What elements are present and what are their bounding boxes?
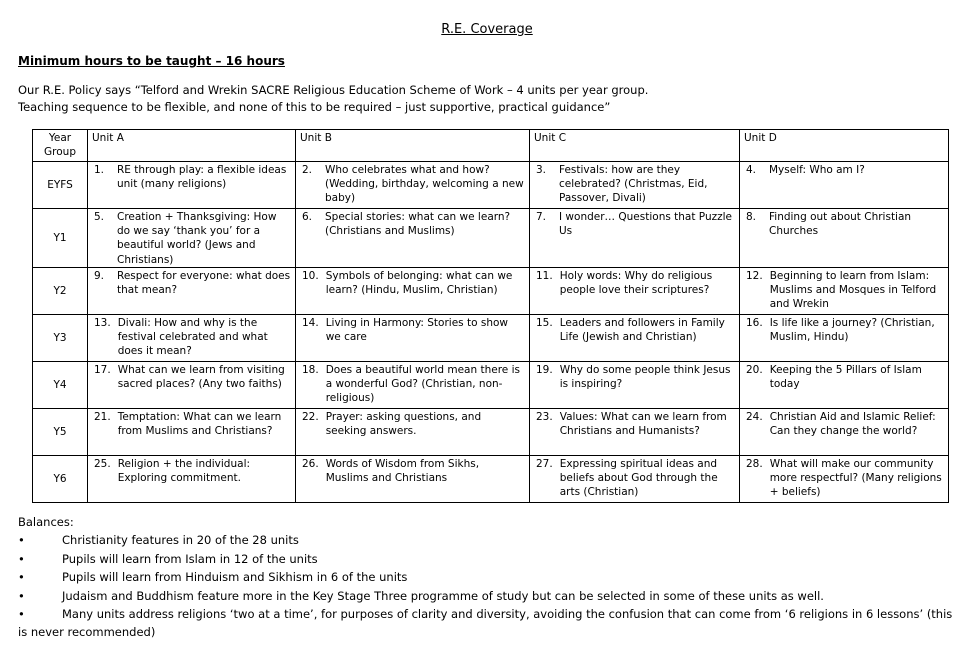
- balance-text: Many units address religions ‘two at a time’, for purposes of clarity and diversity, avoiding the confusion that can come from ‘6 religions in 6 lessons’ (this is never recommended): [18, 606, 953, 640]
- unit-title: What can we learn from visiting sacred places? (Any two faiths): [117, 363, 285, 390]
- unit-number: 7.: [536, 211, 547, 223]
- unit-number: 14.: [302, 316, 319, 329]
- unit-cell: [296, 408, 530, 455]
- unit-cell: [740, 267, 949, 314]
- header-unit-a: Unit A: [88, 130, 296, 162]
- balance-text: Pupils will learn from Hinduism and Sikhism in 6 of the units: [62, 570, 408, 585]
- unit-number: 25.: [94, 457, 111, 470]
- policy-quote: [18, 82, 958, 115]
- unit-title: RE through play: a flexible ideas unit (many religions): [117, 164, 287, 191]
- table-row: [33, 361, 949, 408]
- unit-title: Leaders and followers in Family Life (Jewish and Christian): [559, 316, 725, 343]
- unit-title: Is life like a journey? (Christian, Muslim, Hindu): [769, 316, 935, 343]
- unit-number: 10.: [302, 269, 319, 282]
- balance-text: Pupils will learn from Islam in 12 of the units: [62, 551, 318, 566]
- unit-title: Myself: Who am I?: [769, 164, 865, 176]
- table-row: [33, 267, 949, 314]
- unit-cell: [740, 455, 949, 502]
- unit-title: Keeping the 5 Pillars of Islam today: [769, 363, 922, 390]
- unit-cell: [88, 408, 296, 455]
- unit-number: 11.: [536, 269, 553, 282]
- unit-number: 1.: [94, 164, 105, 176]
- unit-cell: [530, 162, 740, 209]
- unit-number: 9.: [94, 269, 105, 282]
- unit-number: 22.: [302, 410, 319, 423]
- unit-number: 24.: [746, 410, 763, 423]
- unit-title: Symbols of belonging: what can we learn? (Hindu, Muslim, Christian): [325, 269, 513, 296]
- unit-cell: [530, 314, 740, 361]
- unit-number: 4.: [746, 164, 757, 176]
- unit-title: Living in Harmony: Stories to show we care: [325, 316, 508, 343]
- unit-title: I wonder… Questions that Puzzle Us: [559, 211, 733, 238]
- balance-text: Judaism and Buddhism feature more in the Key Stage Three programme of study but can be selected in some of these units as well.: [62, 588, 824, 603]
- year-group-cell: EYFS: [33, 162, 88, 209]
- unit-title: Finding out about Christian Churches: [769, 211, 912, 238]
- unit-title: Holy words: Why do religious people love their scriptures?: [559, 269, 713, 296]
- unit-number: 13.: [94, 316, 111, 329]
- minimum-hours-heading: Minimum hours to be taught – 16 hours: [18, 54, 285, 68]
- year-group-cell: Y3: [33, 314, 88, 361]
- balances-heading: Balances:: [18, 515, 74, 529]
- unit-title: Festivals: how are they celebrated? (Christmas, Eid, Passover, Divali): [559, 164, 708, 205]
- unit-cell: [530, 408, 740, 455]
- unit-number: 2.: [302, 164, 313, 176]
- unit-number: 3.: [536, 164, 547, 176]
- unit-cell: [530, 267, 740, 314]
- unit-cell: [740, 361, 949, 408]
- header-unit-c: Unit C: [530, 130, 740, 162]
- year-group-cell: Y2: [33, 267, 88, 314]
- unit-number: 26.: [302, 457, 319, 470]
- table-row: [33, 162, 949, 209]
- unit-number: 6.: [302, 211, 313, 223]
- list-item: [18, 605, 963, 642]
- unit-number: 19.: [536, 363, 553, 376]
- unit-title: Who celebrates what and how? (Wedding, birthday, welcoming a new baby): [325, 164, 524, 205]
- list-item: [18, 531, 963, 549]
- unit-cell: [530, 209, 740, 268]
- balance-text: Christianity features in 20 of the 28 units: [62, 533, 299, 548]
- unit-cell: [88, 314, 296, 361]
- unit-title: Creation + Thanksgiving: How do we say ‘thank you’ for a beautiful world? (Jews and Christians): [117, 211, 277, 266]
- policy-line: Teaching sequence to be flexible, and none of this to be required – just supportive, practical guidance”: [18, 99, 611, 114]
- unit-number: 27.: [536, 457, 553, 470]
- coverage-table: [32, 129, 949, 503]
- unit-cell: [88, 209, 296, 268]
- unit-title: Does a beautiful world mean there is a wonderful God? (Christian, non-religious): [325, 363, 520, 405]
- unit-title: Words of Wisdom from Sikhs, Muslims and Christians: [325, 457, 480, 484]
- unit-number: 15.: [536, 316, 553, 329]
- unit-cell: [740, 162, 949, 209]
- unit-title: Temptation: What can we learn from Muslims and Christians?: [117, 410, 282, 437]
- unit-cell: [88, 361, 296, 408]
- table-row: [33, 455, 949, 502]
- unit-number: 5.: [94, 211, 105, 223]
- page-title: R.E. Coverage: [441, 22, 533, 37]
- unit-cell: [740, 314, 949, 361]
- unit-number: 12.: [746, 269, 763, 282]
- bullet-icon: •: [18, 551, 25, 566]
- table-row: [33, 408, 949, 455]
- unit-cell: [88, 162, 296, 209]
- unit-cell: [740, 209, 949, 268]
- unit-number: 17.: [94, 363, 111, 376]
- bullet-icon: •: [18, 606, 25, 621]
- bullet-icon: •: [18, 533, 25, 548]
- unit-cell: [530, 361, 740, 408]
- list-item: [18, 550, 963, 568]
- unit-number: 20.: [746, 363, 763, 376]
- table-row: [33, 314, 949, 361]
- unit-title: Values: What can we learn from Christians and Humanists?: [559, 410, 727, 437]
- list-item: [18, 587, 963, 605]
- unit-cell: [740, 408, 949, 455]
- unit-title: What will make our community more respectful? (Many religions + beliefs): [769, 457, 942, 499]
- unit-title: Divali: How and why is the festival celebrated and what does it mean?: [117, 316, 268, 358]
- year-group-cell: Y6: [33, 455, 88, 502]
- unit-cell: [296, 314, 530, 361]
- unit-number: 21.: [94, 410, 111, 423]
- year-group-cell: Y1: [33, 209, 88, 268]
- unit-title: Why do some people think Jesus is inspiring?: [559, 363, 731, 390]
- balances-list: [18, 531, 963, 641]
- unit-title: Special stories: what can we learn? (Christians and Muslims): [325, 211, 511, 238]
- table-header-row: [33, 130, 949, 162]
- unit-title: Religion + the individual: Exploring commitment.: [117, 457, 251, 484]
- unit-number: 28.: [746, 457, 763, 470]
- unit-number: 16.: [746, 316, 763, 329]
- bullet-icon: •: [18, 588, 25, 603]
- unit-cell: [296, 361, 530, 408]
- header-year-group: Year Group: [33, 130, 88, 162]
- unit-cell: [296, 267, 530, 314]
- bullet-icon: •: [18, 570, 25, 585]
- unit-cell: [88, 455, 296, 502]
- unit-title: Prayer: asking questions, and seeking answers.: [325, 410, 482, 437]
- unit-title: Respect for everyone: what does that mean?: [117, 269, 291, 296]
- unit-title: Expressing spiritual ideas and beliefs about God through the arts (Christian): [559, 457, 718, 499]
- header-unit-b: Unit B: [296, 130, 530, 162]
- table-row: [33, 209, 949, 268]
- policy-line: Our R.E. Policy says “Telford and Wrekin SACRE Religious Education Scheme of Work – 4 units per year group.: [18, 83, 649, 97]
- unit-number: 8.: [746, 211, 757, 223]
- unit-cell: [530, 455, 740, 502]
- year-group-cell: Y4: [33, 361, 88, 408]
- unit-number: 23.: [536, 410, 553, 423]
- list-item: [18, 568, 963, 586]
- unit-cell: [296, 162, 530, 209]
- unit-title: Beginning to learn from Islam: Muslims and Mosques in Telford and Wrekin: [769, 269, 937, 311]
- unit-cell: [296, 455, 530, 502]
- unit-number: 18.: [302, 363, 319, 376]
- unit-cell: [88, 267, 296, 314]
- balances-section: [18, 513, 963, 642]
- unit-cell: [296, 209, 530, 268]
- header-unit-d: Unit D: [740, 130, 949, 162]
- year-group-cell: Y5: [33, 408, 88, 455]
- unit-title: Christian Aid and Islamic Relief: Can they change the world?: [769, 410, 936, 437]
